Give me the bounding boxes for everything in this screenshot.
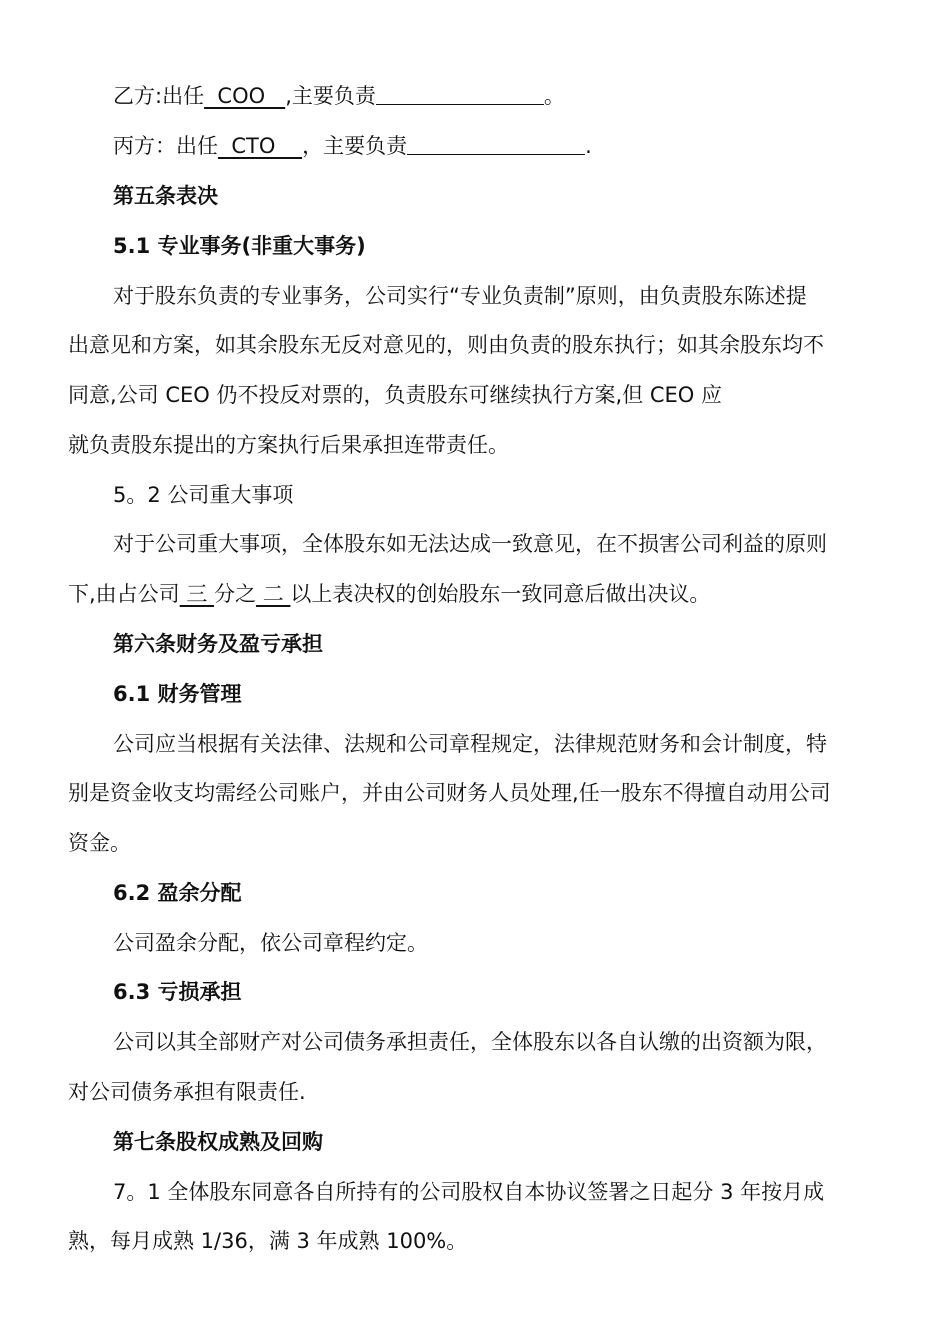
party-c-end: . <box>585 134 592 158</box>
party-b-role: COO <box>204 84 286 108</box>
fraction-suffix: 以上表决权的创始股东一致同意后做出决议。 <box>290 582 711 606</box>
section-6-2-text-line: 公司盈余分配，依公司章程约定。 <box>113 931 428 955</box>
party-c-blank <box>407 132 585 155</box>
section-5-1-text-line: 出意见和方案，如其余股东无反对意见的，则由负责的股东执行；如其余股东均不 <box>68 333 824 357</box>
section-5-2-text-line: 对于公司重大事项，全体股东如无法达成一致意见，在不损害公司利益的原则 <box>113 532 827 556</box>
section-5-2-heading: 5。2 公司重大事项 <box>113 483 294 507</box>
section-5-1-text-line: 就负责股东提出的方案执行后果承担连带责任。 <box>68 433 509 457</box>
section-6-3-text-line: 对公司债务承担有限责任. <box>68 1080 306 1104</box>
party-b-end: 。 <box>543 84 565 108</box>
section-6-2-heading: 6.2 盈余分配 <box>113 881 242 905</box>
section-5-1-text-line: 对于股东负责的专业事务，公司实行“专业负责制”原则，由负责股东陈述提 <box>113 284 807 308</box>
fraction-numerator: 二 <box>256 582 291 606</box>
party-b-blank <box>376 82 544 105</box>
fraction-prefix: 下,由占公司 <box>68 582 180 606</box>
section-6-1-text-line: 公司应当根据有关法律、法规和公司章程规定，法律规范财务和会计制度，特 <box>113 732 827 756</box>
section-5-1-text-line: 同意,公司 CEO 仍不投反对票的，负责股东可继续执行方案,但 CEO 应 <box>68 383 722 407</box>
section-6-1-text-line: 别是资金收支均需经公司账户，并由公司财务人员处理,任一股东不得擅自动用公司 <box>68 781 831 805</box>
section-5-2-text-line <box>68 579 710 609</box>
fraction-mid: 分之 <box>214 582 257 606</box>
section-6-3-text-line: 公司以其全部财产对公司债务承担责任，全体股东以各自认缴的出资额为限， <box>113 1030 827 1054</box>
article-7-heading: 第七条股权成熟及回购 <box>113 1130 323 1154</box>
party-c-line <box>113 131 592 161</box>
section-6-1-text-line: 资金。 <box>68 831 131 855</box>
section-5-1-heading: 5.1 专业事务(非重大事务) <box>113 234 366 258</box>
party-b-mid: ,主要负责 <box>285 84 376 108</box>
fraction-denominator: 三 <box>179 582 215 606</box>
party-b-line <box>113 81 565 111</box>
section-6-1-heading: 6.1 财务管理 <box>113 682 242 706</box>
article-5-heading: 第五条表决 <box>113 184 218 208</box>
party-c-prefix: 丙方：出任 <box>113 134 218 158</box>
party-c-mid: ，主要负责 <box>302 134 408 158</box>
article-6-heading: 第六条财务及盈亏承担 <box>113 632 323 656</box>
section-7-1-text-line: 熟，每月成熟 1/36，满 3 年成熟 100%。 <box>68 1229 468 1253</box>
party-b-prefix: 乙方:出任 <box>113 84 205 108</box>
party-c-role: CTO <box>218 134 303 158</box>
section-6-3-heading: 6.3 亏损承担 <box>113 980 242 1004</box>
section-7-1-text-line: 7。1 全体股东同意各自所持有的公司股权自本协议签署之日起分 3 年按月成 <box>113 1180 825 1204</box>
